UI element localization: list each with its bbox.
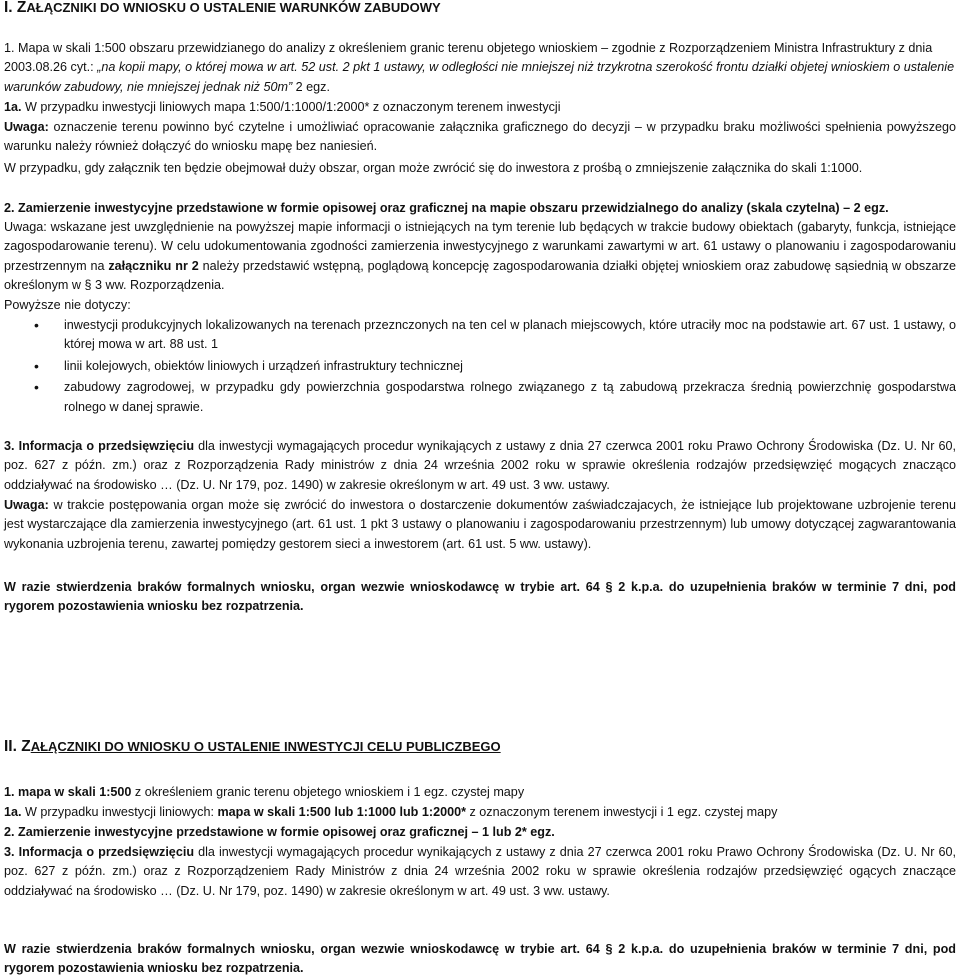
section-1-title-lead: I. Z bbox=[4, 0, 27, 16]
s1-item-2-note-attachment: załączniku nr 2 bbox=[108, 258, 199, 273]
s2-item-1a-label: 1a. bbox=[4, 805, 22, 819]
s1-formal-warning: W razie stwierdzenia braków formalnych wniosku, organ wezwie wnioskodawcę w trybie art. 64 § 2 k.p.a. do uzupełnienia braków w terminie 7 dni, pod rygorem pozostawienia wniosku bez rozpatrzenia. bbox=[4, 580, 956, 614]
s2-item-3-label: 3. Informacja o przedsięwzięciu bbox=[4, 845, 195, 859]
s1-item-2-note-text-a: Uwaga: wskazane jest uwzględnienie na powyższej mapie informacji o istniejących na tym terenie lub będących w trakcie budowy obiektach (gabaryty, funkcja, istniejące zagospodarowanie terenu). W celu udokumentowania zgodności zamierzenia inwestycyjnego z warunkami zawartymi w art. 61 ustawy o planowaniu i zagospodarowaniu przestrzennym na bbox=[4, 220, 956, 273]
s1-item-1a bbox=[4, 98, 956, 117]
section-2-title bbox=[4, 737, 956, 756]
s2-item-1a-scale: mapa w skali 1:500 lub 1:1000 lub 1:2000* bbox=[217, 805, 466, 819]
list-item-text: zabudowy zagrodowej, w przypadku gdy powierzchnia gospodarstwa rolnego związanego z tą zabudową przekracza średnią powierzchnię gospodarstwa rolnego w danej sprawie. bbox=[64, 380, 956, 414]
s1-item-3-label: 3. Informacja o przedsięwzięciu bbox=[4, 439, 195, 453]
s2-formal-warning: W razie stwierdzenia braków formalnych wniosku, organ wezwie wnioskodawcę w trybie art. 64 § 2 k.p.a. do uzupełnienia braków w terminie 7 dni, pod rygorem pozostawienia wniosku bez rozpatrzenia. bbox=[4, 942, 956, 976]
s1-item-3-text: dla inwestycji wymagających procedur wynikających z ustawy z dnia 27 czerwca 2001 roku Prawo Ochrony Środowiska (Dz. U. Nr 60, poz. 627 z późn. zm.) oraz z Rozporządzenia Rady ministrów z dnia 24 września 2002 roku w sprawie określenia rodzajów przedsięwzięć mogących znacząco oddziaływać na środowisko … (Dz. U. Nr 179, poz. 1490) w zakresie określonym w art. 49 ust. 3 ww. ustawy. bbox=[4, 439, 956, 492]
s2-item-1-text: z określeniem granic terenu objetego wnioskiem i 1 egz. czystej mapy bbox=[131, 785, 525, 799]
s2-item-1a bbox=[4, 803, 956, 822]
list-item-text: inwestycji produkcyjnych lokalizowanych na terenach przeznczonych na ten cel w planach miejscowych, które utraciły moc na podstawie art. 67 ust. 1 ustawy, o której mowa w art. 88 ust. 1 bbox=[64, 318, 956, 352]
bullet-glyph: • bbox=[34, 357, 39, 374]
list-item-text: linii kolejowych, obiektów liniowych i urządzeń infrastruktury technicznej bbox=[64, 358, 463, 373]
s2-item-2: 2. Zamierzenie inwestycyjne przedstawione w formie opisowej oraz graficznej – 1 lub 2* egz. bbox=[4, 825, 555, 839]
s1-item-1-copies: 2 egz. bbox=[292, 79, 330, 94]
section-2-title-lead: II. Z bbox=[4, 738, 31, 755]
s1-item-1-text: obszaru przewidzianego do analizy z określeniem granic terenu objetego wnioskiem – zgodnie z Rozporządzeniem Ministra Infrastruktury z dnia 2003.08.26 cyt.: bbox=[4, 41, 933, 75]
s1-item-1 bbox=[4, 39, 956, 97]
s1-item-1-label: 1. Mapa w skali 1:500 bbox=[4, 41, 126, 55]
s1-note-3-label: Uwaga: bbox=[4, 498, 49, 512]
section-1-title bbox=[4, 0, 956, 17]
s1-note-1-label: Uwaga: bbox=[4, 120, 49, 134]
s1-large-area-note: W przypadku, gdy załącznik ten będzie obejmował duży obszar, organ może zwrócić się do inwestora z prośbą o zmniejszenie załącznika do skali 1:1000. bbox=[4, 161, 863, 175]
s1-note-3-text: w trakcie postępowania organ może się zwrócić do inwestora o dostarczenie dokumentów zaświadczajacych, że istniejące lub projektowane uzbrojenie terenu jest wystarczające dla zamierzenia inwestycyjnego (art. 61 ust. 1 pkt 3 ustawy o planowaniu i zagospodarowaniu przestrzennym) lub umowy dotyczącej zagwarantowania wykonania uzbrojenia terenu, zawartej pomiędzy gestorem sieci a inwestorem (art. 61 ust. 5 ww. ustawy). bbox=[4, 498, 956, 551]
s1-item-3 bbox=[4, 437, 956, 495]
s1-note-1 bbox=[4, 118, 956, 157]
s2-item-1a-text-b: z oznaczonym terenem inwestycji i 1 egz. czystej mapy bbox=[466, 805, 778, 819]
s1-item-1a-text: W przypadku inwestycji liniowych mapa 1:500/1:1000/1:2000* z oznaczonym terenem inwestycji bbox=[21, 100, 561, 114]
s1-item-2-note-text-b: należy przedstawić wstępną, poglądową koncepcję zagospodarowania działki objętej wnioskiem oraz zabudowę sąsiednią w obszarze określonym w § 3 ww. Rozporządzenia. bbox=[4, 258, 957, 293]
s1-item-1a-label: 1a. bbox=[4, 100, 22, 114]
s2-item-3-text: dla inwestycji wymagających procedur wynikających z ustawy z dnia 27 czerwca 2001 roku Prawo Ochrony Środowiska (Dz. U. Nr 60, poz. 627 z późn. zm.) oraz z Rozporządzeniem Rady Ministrów z dnia 24 września 2002 roku w sprawie określenia rodzajów przedsięwzięć ogących znaczące oddziaływać na środowisko … (Dz. U. Nr 179, poz. 1490) w zakresie określonym w art. 49 ust. 3 ww. ustawy. bbox=[4, 845, 956, 898]
list-item bbox=[4, 357, 956, 376]
bullet-glyph: • bbox=[34, 317, 39, 333]
s2-item-1-label: 1. mapa w skali 1:500 bbox=[4, 785, 132, 799]
list-item bbox=[4, 378, 956, 417]
s1-item-2-note bbox=[4, 218, 956, 296]
s2-item-3 bbox=[4, 843, 956, 901]
s1-note-1-text: oznaczenie terenu powinno być czytelne i umożliwiać opracowanie załącznika graficznego do decyzji – w przypadku braku możliwości spełnienia powyższego warunku należy również dołączyć do wniosku mapę bez naniesień. bbox=[4, 120, 956, 154]
bullet-glyph: • bbox=[34, 379, 39, 396]
s2-item-1a-text-a: W przypadku inwestycji liniowych: bbox=[21, 805, 218, 819]
s1-exclusions-list bbox=[4, 316, 956, 418]
s1-item-1-quote: „na kopii mapy, o której mowa w art. 52 ust. 2 pkt 1 ustawy, w odległości nie mniejszej niż trzykrotna szerokość frontu działki objetej wnioskiem o ustalenie warunków zabudowy, nie mniejszej jednak niż 50m” bbox=[4, 60, 955, 94]
section-2-title-rest: AŁĄCZNIKI DO WNIOSKU O USTALENIE INWESTYCJI CELU PUBLICZBEGO bbox=[30, 739, 501, 754]
s1-note-3 bbox=[4, 496, 956, 554]
s1-item-2: 2. Zamierzenie inwestycyjne przedstawione w formie opisowej oraz graficznej na mapie obszaru przewidzialnego do analizy (skala czytelna) – 2 egz. bbox=[4, 201, 889, 215]
s2-item-1 bbox=[4, 783, 956, 802]
list-item bbox=[4, 316, 956, 355]
section-1-title-rest: AŁĄCZNIKI DO WNIOSKU O USTALENIE WARUNKÓW ZABUDOWY bbox=[26, 0, 441, 15]
s1-exclusions-heading: Powyższe nie dotyczy: bbox=[4, 298, 131, 312]
